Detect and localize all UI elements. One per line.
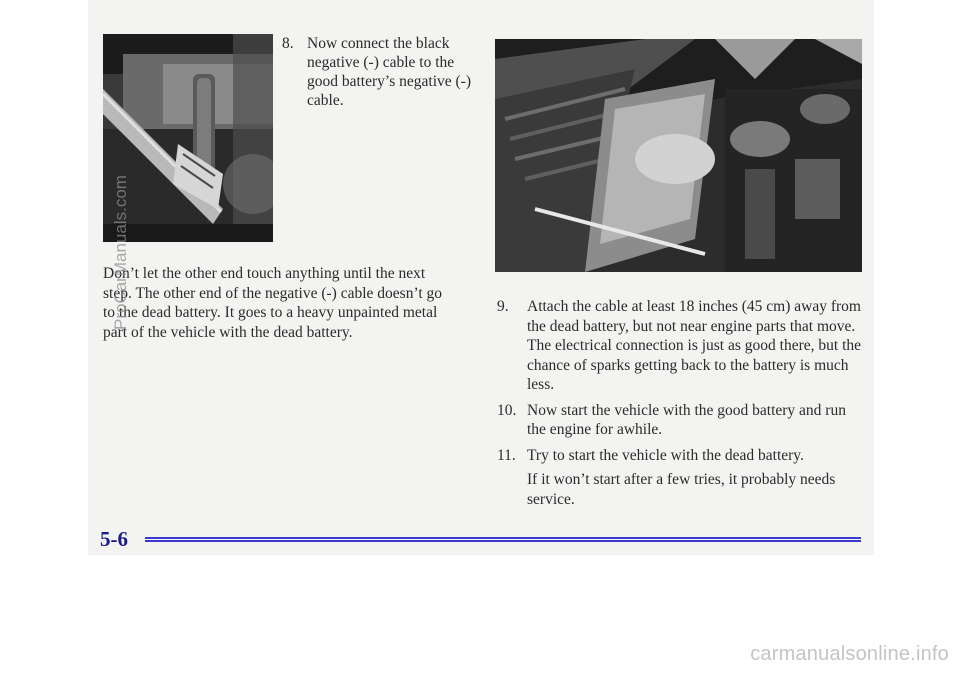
side-watermark: ProCarManuals.com — [111, 175, 130, 330]
service-note: If it won’t start after a few tries, it probably needs service. — [527, 471, 836, 508]
cable-warning-paragraph: Don’t let the other end touch anything until the next step. The other end of the negative (-) cable doesn’t go to the dead battery. It goes to a heavy unpainted metal part of the vehicle with the dead battery. — [103, 265, 443, 341]
step-11 — [497, 446, 862, 466]
step-number: 11. — [497, 446, 516, 464]
step-text: Attach the cable at least 18 inches (45 cm) away from the dead battery, but not near engine parts that move. The electrical connection is just as good there, but the chance of sparks getting back to the battery is much less. — [527, 298, 861, 393]
step-9 — [497, 297, 862, 395]
step-text: Now start the vehicle with the good battery and run the engine for awhile. — [527, 401, 846, 438]
step-8 — [282, 34, 482, 110]
step-text: Try to start the vehicle with the dead battery. — [527, 446, 804, 464]
step-number: 10. — [497, 401, 517, 419]
footer-rule — [145, 537, 861, 542]
step-10 — [497, 401, 862, 440]
step-number: 9. — [497, 298, 509, 315]
footer-watermark: carmanualsonline.info — [750, 643, 949, 665]
engine-compartment-photo — [495, 39, 862, 272]
step-text: Now connect the black negative (-) cable to the good battery’s negative (-) cable. — [307, 35, 471, 109]
page-number: 5-6 — [100, 527, 128, 551]
steps-list — [497, 297, 862, 509]
step-number: 8. — [282, 35, 294, 52]
